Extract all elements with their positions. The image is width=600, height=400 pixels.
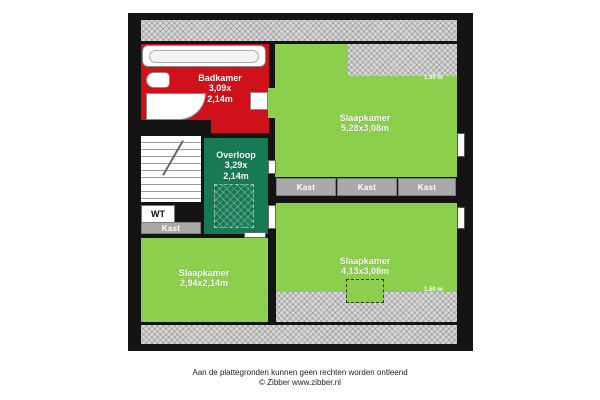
badkamer-name: Badkamer <box>198 73 242 83</box>
door-overloop-ne <box>268 160 276 174</box>
kast-stair <box>141 222 201 234</box>
window-ne <box>457 133 465 157</box>
kast-2 <box>337 178 397 196</box>
door-overloop-sw <box>244 232 266 238</box>
kast-1 <box>276 178 336 196</box>
slaapkamer-sw-name: Slaapkamer <box>178 268 230 278</box>
roof-slope-bottom <box>141 325 457 344</box>
badkamer-dim-1: 3,09x <box>208 83 232 94</box>
roof-slope-ne <box>348 44 457 76</box>
overloop-dim-2: 2,14m <box>223 170 249 181</box>
door-badkamer <box>268 88 276 118</box>
overloop-label <box>204 150 268 181</box>
window-se <box>457 207 465 229</box>
overloop-name: Overloop <box>216 150 256 160</box>
bathtub <box>142 45 266 67</box>
copyright: © Zibber www.zibber.nl <box>259 378 341 387</box>
slaapkamer-ne-dim: 5,28x3,08m <box>340 123 390 134</box>
slaapkamer-ne-label <box>305 113 425 134</box>
kast-stair-label: Kast <box>161 223 181 233</box>
wall-bath-stair <box>141 120 211 134</box>
height-se: 1.50 m <box>424 287 443 293</box>
kast-3 <box>398 178 456 196</box>
roof-slope-top <box>141 20 457 41</box>
toilet <box>146 72 170 88</box>
slaapkamer-se-label <box>305 256 425 277</box>
wt-box <box>141 205 175 223</box>
slaapkamer-ne-name: Slaapkamer <box>339 113 391 123</box>
wt-label: WT <box>151 209 165 219</box>
badkamer-dim-2: 2,14m <box>207 93 233 104</box>
badkamer-label <box>180 73 260 104</box>
roof-window-se <box>346 279 384 303</box>
disclaimer: Aan de plattegronden kunnen geen rechten worden ontleend <box>192 368 408 377</box>
height-ne: 1.50 m <box>424 75 443 81</box>
door-overloop-se <box>268 205 276 229</box>
kast-1-label: Kast <box>296 182 316 192</box>
slaapkamer-sw-dim: 2,94x2,14m <box>179 278 229 289</box>
kast-3-label: Kast <box>417 182 437 192</box>
overloop-dim-1: 3,29x <box>224 160 248 171</box>
slaapkamer-se-name: Slaapkamer <box>339 256 391 266</box>
slaapkamer-se-dim: 4,13x3,08m <box>340 266 390 277</box>
slaapkamer-sw-label <box>145 268 263 289</box>
overloop-hatch <box>214 184 254 228</box>
kast-2-label: Kast <box>357 182 377 192</box>
stairwell <box>141 136 201 202</box>
